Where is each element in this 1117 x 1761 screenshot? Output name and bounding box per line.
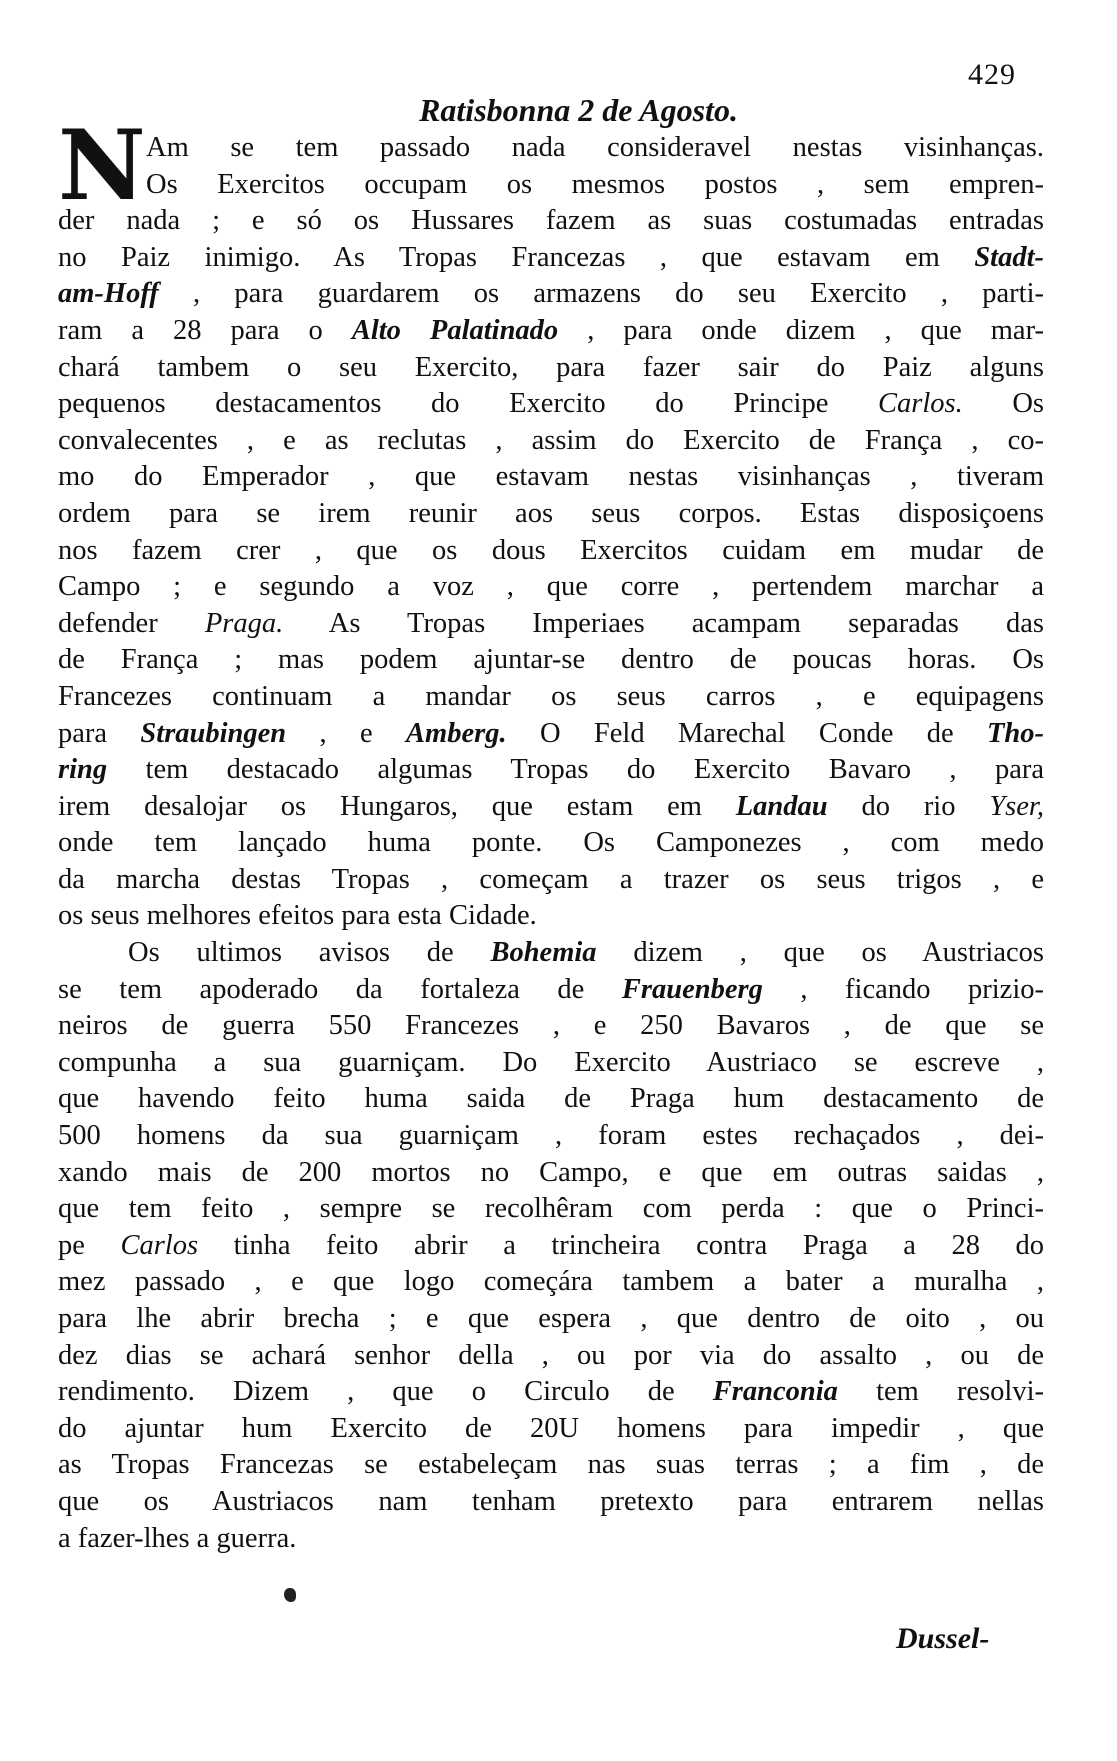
ink-blot-ornament [284,1588,296,1602]
text-line: xando mais de 200 mortos no Campo, e que em outras saidas , [58,1156,1044,1188]
text-line: Am se tem passado nada consideravel nestas visinhanças. [146,132,1044,163]
text-line: am-Hoff , para guardarem os armazens do seu Exercito , parti- [58,278,1044,310]
text-line: pequenos destacamentos do Exercito do Principe Carlos. Os [58,388,1044,420]
text-line: os seus melhores efeitos para esta Cidade. [58,900,537,932]
paragraph-1 [58,130,1044,935]
text-line: do ajuntar hum Exercito de 20U homens para impedir , que [58,1412,1044,1444]
drop-cap: N [58,109,146,222]
text-line: 500 homens da sua guarniçam , foram estes rechaçados , dei- [58,1120,1044,1152]
text-line: dez dias se achará senhor della , ou por via do assalto , ou de [58,1339,1044,1371]
text-line: neiros de guerra 550 Francezes , e 250 Bavaros , de que se [58,1010,1044,1042]
text-line: mez passado , e que logo começára tambem a bater a muralha , [58,1266,1044,1298]
text-line: no Paiz inimigo. As Tropas Francezas , que estavam em Stadt- [58,241,1044,273]
text-line: que tem feito , sempre se recolhêram com perda : que o Princi- [58,1193,1044,1225]
text-line: Os ultimos avisos de Bohemia dizem , que os Austriacos [128,937,1044,969]
text-line: para Straubingen , e Amberg. O Feld Marechal Conde de Tho- [58,717,1044,749]
text-line: rendimento. Dizem , que o Circulo de Franconia tem resolvi- [58,1376,1044,1408]
place-name: Praga. [204,607,284,639]
text-line: ordem para se irem reunir aos seus corpos. Estas disposiçoens [58,497,1044,529]
text-line: onde tem lançado huma ponte. Os Camponezes , com medo [58,827,1044,859]
text-line: der nada ; e só os Hussares fazem as suas costumadas entradas [58,205,1044,237]
river-name: Yser, [989,790,1044,822]
person-name: Carlos [120,1229,199,1261]
text-line: de França ; mas podem ajuntar-se dentro de poucas horas. Os [58,644,1044,676]
text-line: que havendo feito huma saida de Praga hum destacamento de [58,1083,1044,1115]
text-line: a fazer-lhes a guerra. [58,1522,297,1554]
place-name: Alto Palatinado [351,314,559,346]
place-name: am-Hoff [58,278,159,310]
text-line: se tem apoderado da fortaleza de Frauenberg , ficando prizio- [58,973,1044,1005]
text-line: defender Praga. As Tropas Imperiaes acampam separadas das [58,607,1044,639]
person-name: ring [58,754,108,786]
place-name: Landau [735,790,828,822]
text-line: compunha a sua guarniçam. Do Exercito Austriaco se escreve , [58,1046,1044,1078]
place-name: Frauenberg [621,973,763,1005]
text-line: chará tambem o seu Exercito, para fazer sair do Paiz alguns [58,351,1044,383]
catchword: Dussel- [896,1622,990,1655]
text-line: Os Exercitos occupam os mesmos postos , sem empren- [146,168,1044,200]
place-name: Amberg. [406,717,507,749]
place-name: Stadt- [974,241,1044,273]
dateline-heading: Ratisbonna 2 de Agosto. [419,92,738,128]
place-name: Straubingen [140,717,287,749]
paragraph-2 [58,935,1044,1557]
text-line: da marcha destas Tropas , começam a trazer os seus trigos , e [58,863,1044,895]
text-line: ring tem destacado algumas Tropas do Exercito Bavaro , para [58,754,1044,786]
text-line: convalecentes , e as reclutas , assim do Exercito de França , co- [58,424,1044,456]
place-name: Bohemia [490,937,597,969]
article-body [58,130,1044,1557]
text-line: que os Austriacos nam tenham pretexto para entrarem nellas [58,1485,1044,1517]
place-name: Franconia [712,1376,838,1408]
text-line: pe Carlos tinha feito abrir a trincheira contra Praga a 28 do [58,1229,1044,1261]
person-name: Tho- [986,717,1044,749]
text-line: para lhe abrir brecha ; e que espera , que dentro de oito , ou [58,1303,1044,1334]
text-line: ram a 28 para o Alto Palatinado , para onde dizem , que mar- [58,314,1044,346]
text-line: mo do Emperador , que estavam nestas visinhanças , tiveram [58,461,1044,493]
text-line: Francezes continuam a mandar os seus carros , e equipagens [58,680,1044,712]
text-line: irem desalojar os Hungaros, que estam em Landau do rio Yser, [58,790,1044,822]
text-line: as Tropas Francezas se estabeleçam nas suas terras ; a fim , de [58,1449,1044,1481]
text-line: Campo ; e segundo a voz , que corre , pertendem marchar a [58,571,1044,603]
text-line: nos fazem crer , que os dous Exercitos cuidam em mudar de [58,534,1044,566]
person-name: Carlos. [877,388,963,420]
page-number: 429 [968,58,1016,91]
